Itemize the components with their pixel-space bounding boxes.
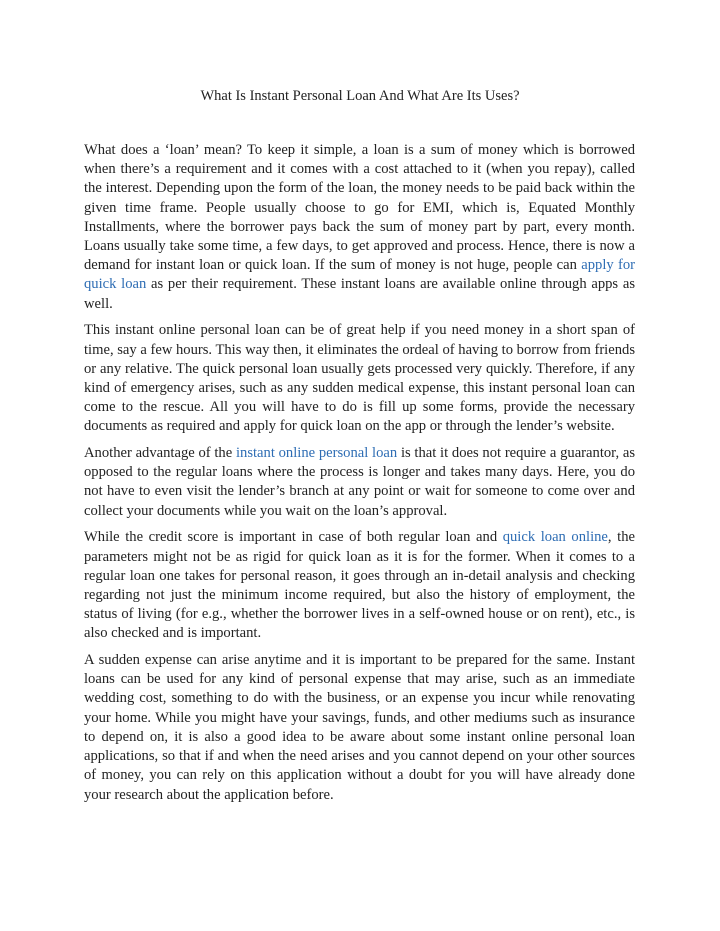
paragraph-3-text-after: is that it does not require a guarantor, as opposed to the regular loans where the process is longer and takes many days. Here, you do not have to even visit the lender’s branch at any point or wait for someone to come over and collect your documents while you wait on the loan’s approval. — [84, 445, 636, 519]
document-body — [84, 141, 635, 812]
paragraph-4-text-before: While the credit score is important in case of both regular loan and — [84, 529, 503, 546]
instant-online-personal-loan-link[interactable]: instant online personal loan — [235, 445, 398, 462]
paragraph-3 — [84, 444, 635, 521]
page-title: What Is Instant Personal Loan And What Are Its Uses? — [200, 88, 520, 104]
paragraph-4-text-after: , the parameters might not be as rigid for quick loan as it is for the former. When it comes to a regular loan one takes for personal reason, it goes through an in-detail analysis and checking regarding not just the minimum income required, but also the history of employment, the status of living (for e.g., whether the borrower lives in a self-owned house or on rent), etc., is also checked and is important. — [84, 529, 635, 642]
quick-loan-online-link[interactable]: quick loan online — [502, 529, 608, 546]
paragraph-5: A sudden expense can arise anytime and it is important to be prepared for the same. Instant loans can be used for any kind of personal expense that may arise, such as an immediate wedding cost, something to do with the business, or an expense you incur while renovating your home. While you might have your savings, funds, and other mediums such as insurance to depend on, it is also a good idea to be aware about some instant online personal loan applications, so that if and when the need arises and you cannot depend on your other sources of money, you can rely on this application without a doubt for you will have already done your research about the application before. — [84, 652, 635, 803]
apply-for-quick-loan-link[interactable]: apply for quick loan — [84, 257, 636, 293]
paragraph-1-text-after: as per their requirement. These instant loans are available online through apps as well. — [84, 276, 635, 312]
paragraph-3-text-before: Another advantage of the — [84, 445, 236, 462]
paragraph-2: This instant online personal loan can be of great help if you need money in a short span of time, say a few hours. This way then, it eliminates the ordeal of having to borrow from friends or any relative. The quick personal loan usually gets processed very quickly. Therefore, if any kind of emergency arises, such as any sudden medical expense, this instant personal loan can come to the rescue. All you will have to do is fill up some forms, provide the necessary documents as required and apply for quick loan on the app or through the lender’s website. — [84, 322, 635, 435]
paragraph-1-text-before: What does a ‘loan’ mean? To keep it simple, a loan is a sum of money which is borrowed when there’s a requirement and it comes with a cost attached to it (when you repay), called the interest. Depending upon the form of the loan, the money needs to be paid back within the given time frame. People usually choose to go for EMI, which is, Equated Monthly Installments, where the borrower pays back the sum of money part by part, every month. Loans usually take some time, a few days, to get approved and process. Hence, there is now a demand for instant loan or quick loan. If the sum of money is not huge, people can — [84, 142, 635, 274]
paragraph-1 — [84, 141, 635, 314]
paragraph-4 — [84, 528, 635, 643]
